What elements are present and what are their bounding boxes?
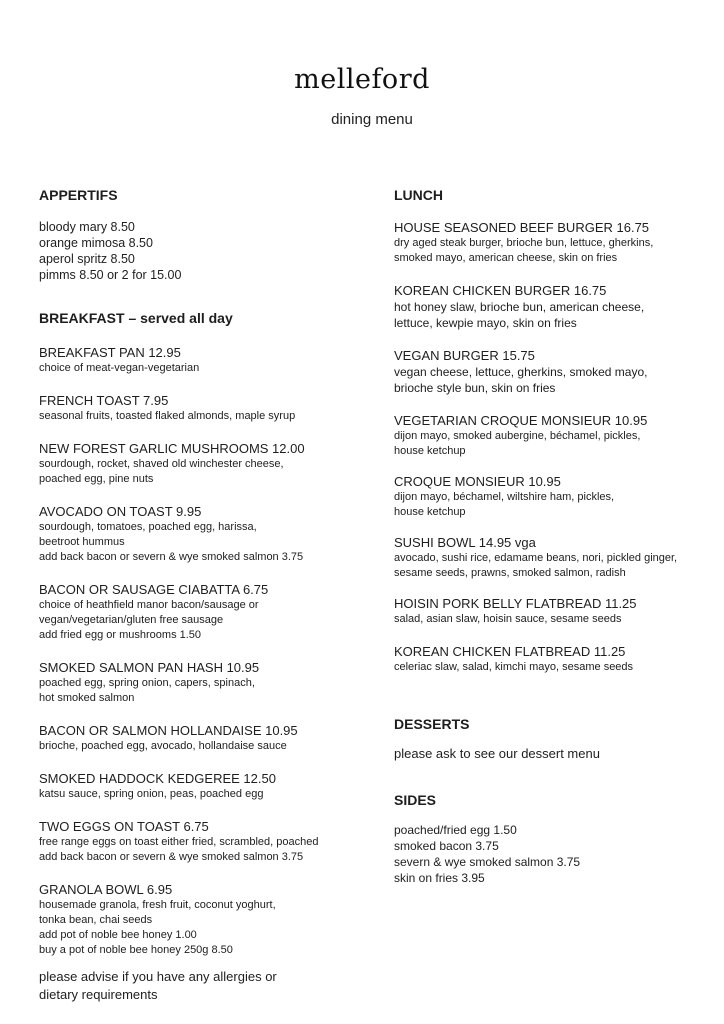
item-desc: celeriac slaw, salad, kimchi mayo, sesame seeds [394, 661, 634, 673]
item-name: VEGETARIAN CROQUE MONSIEUR 10.95 [394, 413, 648, 428]
item-desc: salad, asian slaw, hoisin sauce, sesame seeds [394, 613, 622, 625]
item-desc: buy a pot of noble bee honey 250g 8.50 [39, 944, 233, 956]
item-name: CROQUE MONSIEUR 10.95 [394, 474, 561, 489]
menu-item [394, 347, 714, 396]
item-name: FRENCH TOAST 7.95 [39, 393, 169, 408]
lunch-section [394, 186, 714, 675]
allergy-note [39, 968, 369, 1004]
list-item: poached/fried egg 1.50 [394, 823, 517, 837]
item-desc: sourdough, tomatoes, poached egg, harissa, [39, 521, 257, 533]
item-name: KOREAN CHICKEN FLATBREAD 11.25 [394, 644, 626, 659]
item-desc: sesame seeds, prawns, smoked salmon, radish [394, 567, 626, 579]
list-item: severn & wye smoked salmon 3.75 [394, 855, 581, 869]
menu-item [39, 722, 369, 754]
item-desc: choice of heathfield manor bacon/sausage or [39, 599, 259, 611]
allergy-note-line: dietary requirements [39, 987, 158, 1002]
list-item: bloody mary 8.50 [39, 220, 135, 234]
item-name: BACON OR SAUSAGE CIABATTA 6.75 [39, 582, 269, 597]
menu-subtitle: dining menu [331, 111, 413, 128]
item-desc: poached egg, spring onion, capers, spinach, [39, 677, 255, 689]
item-desc: tonka bean, chai seeds [39, 914, 153, 926]
item-desc: add pot of noble bee honey 1.00 [39, 929, 197, 941]
section-title-sides: SIDES [394, 792, 437, 808]
item-name: BREAKFAST PAN 12.95 [39, 345, 181, 360]
item-desc: hot smoked salmon [39, 692, 135, 704]
appertifs-section [39, 186, 369, 283]
appertifs-list [39, 219, 369, 283]
item-name: NEW FOREST GARLIC MUSHROOMS 12.00 [39, 441, 305, 456]
menu-item [39, 440, 369, 487]
item-desc: hot honey slaw, brioche bun, american cheese, [394, 300, 645, 314]
menu-item [39, 659, 369, 706]
menu-item [394, 595, 714, 627]
menu-item [39, 881, 369, 958]
item-name: HOUSE SEASONED BEEF BURGER 16.75 [394, 220, 650, 235]
item-desc: dijon mayo, smoked aubergine, béchamel, pickles, [394, 430, 641, 442]
section-title-appertifs: APPERTIFS [39, 187, 118, 203]
item-desc: house ketchup [394, 445, 466, 457]
item-desc: house ketchup [394, 506, 466, 518]
item-desc: add back bacon or severn & wye smoked salmon 3.75 [39, 551, 304, 563]
menu-item [39, 392, 369, 424]
list-item: skin on fries 3.95 [394, 871, 485, 885]
item-name: KOREAN CHICKEN BURGER 16.75 [394, 283, 607, 298]
section-title-breakfast: BREAKFAST – served all day [39, 310, 233, 326]
desserts-note: please ask to see our dessert menu [394, 746, 600, 761]
allergy-note-line: please advise if you have any allergies or [39, 969, 277, 984]
menu-item [394, 219, 714, 266]
menu-item [394, 534, 714, 581]
item-desc: dry aged steak burger, brioche bun, lettuce, gherkins, [394, 237, 654, 249]
menu-item [394, 473, 714, 520]
menu-item [394, 643, 714, 675]
section-title-lunch: LUNCH [394, 187, 443, 203]
list-item: aperol spritz 8.50 [39, 252, 135, 266]
item-name: BACON OR SALMON HOLLANDAISE 10.95 [39, 723, 298, 738]
item-desc: avocado, sushi rice, edamame beans, nori, pickled ginger, [394, 552, 678, 564]
item-desc: vegan cheese, lettuce, gherkins, smoked mayo, [394, 365, 648, 379]
item-desc: housemade granola, fresh fruit, coconut yoghurt, [39, 899, 276, 911]
menu-item [39, 503, 369, 565]
desserts-section [394, 715, 714, 763]
menu-item [39, 818, 369, 865]
breakfast-section [39, 309, 369, 958]
sides-section [394, 791, 714, 886]
list-item: orange mimosa 8.50 [39, 236, 153, 250]
menu-item [39, 770, 369, 802]
list-item: smoked bacon 3.75 [394, 839, 499, 853]
item-desc: smoked mayo, american cheese, skin on fries [394, 252, 618, 264]
item-name: HOISIN PORK BELLY FLATBREAD 11.25 [394, 596, 637, 611]
item-desc: lettuce, kewpie mayo, skin on fries [394, 316, 577, 330]
item-desc: free range eggs on toast either fried, scrambled, poached [39, 836, 319, 848]
item-desc: add back bacon or severn & wye smoked salmon 3.75 [39, 851, 304, 863]
item-desc: choice of meat-vegan-vegetarian [39, 362, 200, 374]
item-desc: beetroot hummus [39, 536, 125, 548]
item-name: AVOCADO ON TOAST 9.95 [39, 504, 202, 519]
item-name: GRANOLA BOWL 6.95 [39, 882, 173, 897]
item-desc: brioche, poached egg, avocado, hollandaise sauce [39, 740, 287, 752]
item-desc: vegan/vegetarian/gluten free sausage [39, 614, 224, 626]
right-column [394, 186, 714, 886]
item-name: SUSHI BOWL 14.95 vga [394, 535, 536, 550]
section-title-desserts: DESSERTS [394, 716, 470, 732]
sides-list [394, 822, 714, 886]
list-item: pimms 8.50 or 2 for 15.00 [39, 268, 182, 282]
item-desc: dijon mayo, béchamel, wiltshire ham, pickles, [394, 491, 615, 503]
menu-item [39, 344, 369, 376]
brand-title: melleford [294, 64, 430, 95]
menu-item [394, 412, 714, 459]
item-desc: katsu sauce, spring onion, peas, poached egg [39, 788, 264, 800]
item-name: VEGAN BURGER 15.75 [394, 348, 535, 363]
item-name: TWO EGGS ON TOAST 6.75 [39, 819, 209, 834]
item-name: SMOKED HADDOCK KEDGEREE 12.50 [39, 771, 276, 786]
item-desc: poached egg, pine nuts [39, 473, 154, 485]
item-desc: add fried egg or mushrooms 1.50 [39, 629, 202, 641]
item-desc: seasonal fruits, toasted flaked almonds, maple syrup [39, 410, 296, 422]
left-column [39, 186, 369, 1004]
menu-item [39, 581, 369, 643]
item-desc: brioche style bun, skin on fries [394, 381, 556, 395]
item-name: SMOKED SALMON PAN HASH 10.95 [39, 660, 260, 675]
menu-item [394, 282, 714, 331]
item-desc: sourdough, rocket, shaved old winchester cheese, [39, 458, 284, 470]
